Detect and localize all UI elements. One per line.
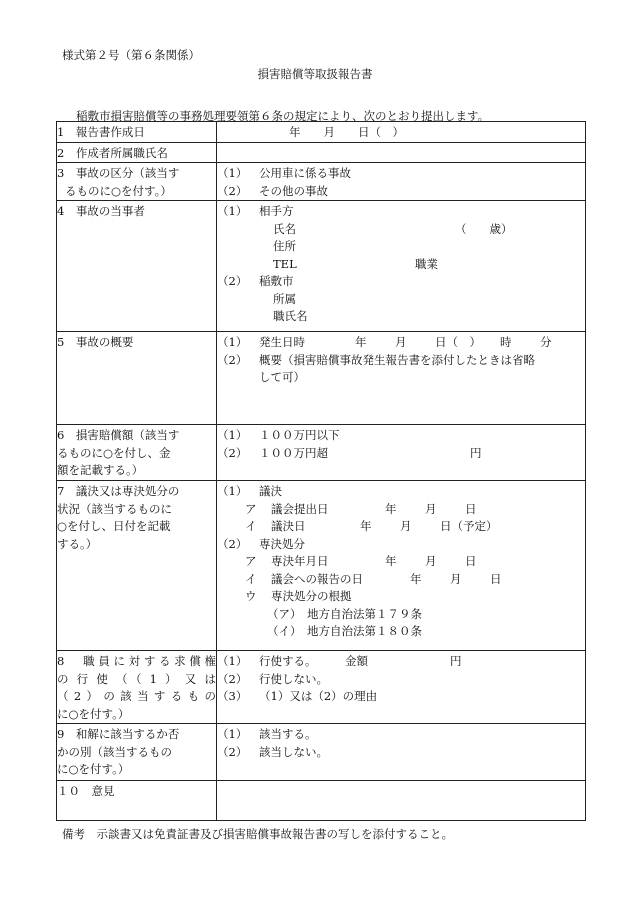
other-party-address[interactable]: 住所: [273, 239, 296, 253]
city-party-staff[interactable]: 職氏名: [273, 309, 308, 323]
label-damage-1: 6 損害賠償額（該当す: [57, 428, 180, 442]
recourse-reason[interactable]: （3） （1）又は（2）の理由: [217, 689, 378, 703]
label-recourse-1: 8 職員に対する求償権: [57, 654, 216, 668]
label-author: 2 作成者所属職氏名: [57, 145, 168, 160]
row-summary: 5 事故の概要 （1） 発生日時 年 月 日（ ） 時 分 （2） 概要（損害賠償事故発生報告書を添付したときは省略 して可）: [57, 332, 586, 425]
other-party-name[interactable]: 氏名 （ 歳）: [217, 221, 585, 239]
label-settlement-1: 9 和解に該当するか否: [57, 727, 180, 741]
label-damage-3: 額を記載する。）: [57, 463, 144, 477]
other-party-label: 相手方: [259, 204, 294, 218]
option-under-1m[interactable]: （1） １００万円以下: [217, 428, 340, 442]
row-accident-type: [57, 163, 586, 201]
intro-text: 稲敷市損害賠償等の事務処理要領第６条の規定により、次のとおり提出します。: [76, 109, 490, 123]
report-table: [56, 121, 586, 821]
resolution-label[interactable]: 議決: [259, 484, 282, 498]
option-exercise[interactable]: （1） 行使する。 金額 円: [217, 653, 585, 671]
author-field[interactable]: [217, 142, 586, 163]
city-party-label: 稲敷市: [259, 274, 294, 288]
form-label: 様式第２号（第６条関係）: [62, 48, 200, 62]
label-recourse-4: に○を付す。）: [57, 706, 130, 721]
row-resolution: 7 議決又は専決処分の 状況（該当するものに ○を付し、日付を記載 する。） （1） 議決 ア 議会提出日 年 月 日 イ 議決日 年 月 日（予定） （2） 専決処分 ア 専決年月日 年 月 日 イ 議会への報告の日 年 月 日 ウ 専決処分の根拠 （ア） 地方自治法第１７９条 （イ） 地方自治法第１８０条: [57, 481, 586, 651]
label-accident-type-1: 3 事故の区分（該当す: [57, 166, 180, 180]
label-recourse-2: の行使（（1）又は: [57, 671, 216, 686]
option-not-exercise[interactable]: （2） 行使しない。: [217, 671, 328, 686]
submission-date[interactable]: ア 議会提出日 年 月 日: [245, 501, 477, 516]
amount-label: 金額: [345, 654, 368, 668]
report-to-assembly-date[interactable]: イ 議会への報告の日 年 月 日: [245, 571, 502, 586]
other-party-job: 職業: [415, 256, 438, 271]
label-summary: 5 事故の概要: [57, 335, 134, 349]
label-resolution-2: 状況（該当するものに: [57, 501, 172, 516]
row-settlement: [57, 724, 586, 781]
other-party-age: （ 歳）: [455, 221, 513, 236]
row-author: [57, 142, 586, 163]
option-applicable[interactable]: （1） 該当する。: [217, 727, 317, 741]
document-title: 損害賠償等取扱報告書: [257, 67, 373, 81]
basis-180[interactable]: （イ） 地方自治法第１８０条: [267, 624, 422, 638]
option-over-1m[interactable]: （2） １００万円超 円: [217, 445, 482, 460]
row-recourse: [57, 651, 586, 724]
sen-date[interactable]: ア 専決年月日 年 月 日: [245, 554, 477, 568]
row-report-date: [57, 122, 586, 143]
label-report-date: 1 報告書作成日: [57, 125, 145, 139]
other-party-tel[interactable]: TEL 職業: [217, 256, 585, 274]
label-opinion: １０ 意見: [57, 784, 115, 798]
label-resolution-4: する。）: [57, 536, 98, 551]
option-not-applicable[interactable]: （2） 該当しない。: [217, 744, 328, 759]
summary-text-1: 概要（損害賠償事故発生報告書を添付したときは省略: [259, 352, 535, 367]
sen-label[interactable]: 専決処分: [259, 536, 305, 551]
report-date-value: 年 月 日（ ）: [289, 125, 404, 139]
label-recourse-3: （2）の該当するもの: [57, 689, 216, 703]
summary-text-2: して可）: [259, 370, 305, 384]
option-official-car[interactable]: （1） 公用車に係る事故: [217, 166, 351, 180]
label-damage-2: るものに○を付し、金: [57, 445, 171, 460]
row-damage-amount: [57, 425, 586, 481]
label-resolution-3: ○を付し、日付を記載: [57, 519, 171, 533]
occurrence-datetime[interactable]: （1） 発生日時 年 月 日（ ） 時 分: [217, 335, 552, 349]
label-parties: 4 事故の当事者: [57, 204, 145, 218]
opinion-field[interactable]: [217, 781, 586, 821]
label-accident-type-2: るものに○を付す。）: [65, 183, 172, 198]
label-resolution-1: 7 議決又は専決処分の: [57, 484, 180, 498]
label-settlement-2: かの別（該当するもの: [57, 744, 172, 759]
basis-179[interactable]: （ア） 地方自治法第１７９条: [267, 606, 422, 621]
sen-basis: ウ 専決処分の根拠: [245, 589, 352, 603]
resolution-date[interactable]: イ 議決日 年 月 日（予定）: [245, 519, 498, 533]
city-party-dept[interactable]: 所属: [273, 291, 296, 306]
row-parties: 4 事故の当事者 （1） 相手方 氏名 （ 歳） 住所 TEL 職業 （2） 稲敷市 所属 職氏名: [57, 201, 586, 332]
remarks-note: 備考 示談書又は免責証書及び損害賠償事故報告書の写しを添付すること。: [62, 827, 453, 841]
label-settlement-3: に○を付す。）: [57, 762, 130, 776]
option-other-accident[interactable]: （2） その他の事故: [217, 183, 328, 198]
row-opinion: [57, 781, 586, 821]
